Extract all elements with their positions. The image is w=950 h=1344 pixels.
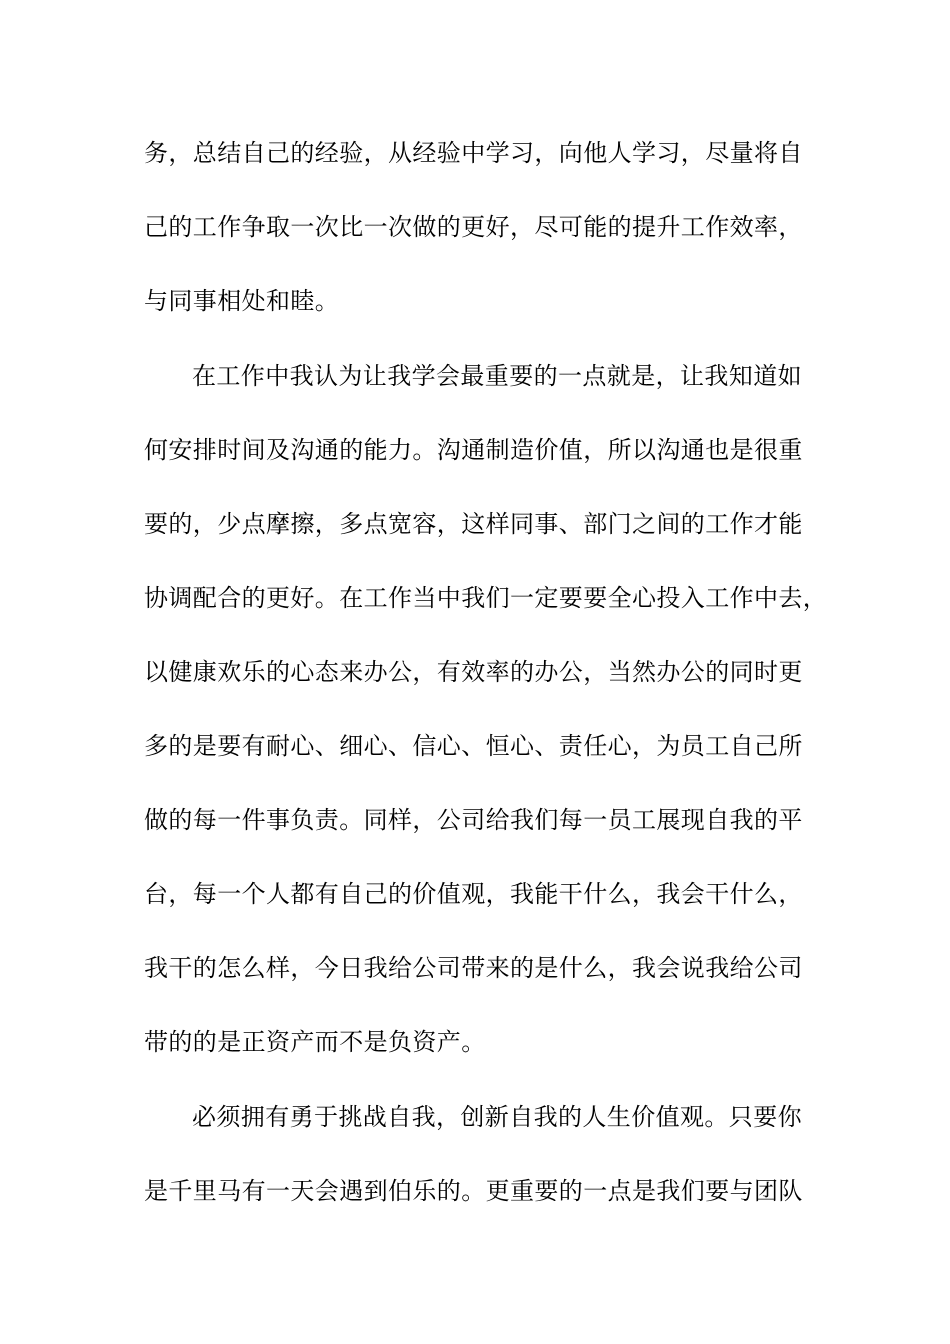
text-line: 以健康欢乐的心态来办公，有效率的办公，当然办公的同时更 [144, 658, 803, 686]
text-line: 协调配合的更好。在工作当中我们一定要要全心投入工作中去， [144, 584, 828, 612]
text-line: 带的的是正资产而不是负资产。 [144, 1028, 486, 1056]
text-line: 己的工作争取一次比一次做的更好，尽可能的提升工作效率， [144, 213, 803, 241]
text-line: 做的每一件事负责。同样，公司给我们每一员工展现自我的平 [144, 806, 803, 834]
text-line: 务，总结自己的经验，从经验中学习，向他人学习，尽量将自 [144, 139, 803, 167]
text-line: 是千里马有一天会遇到伯乐的。更重要的一点是我们要与团队 [144, 1177, 803, 1205]
text-line: 台，每一个人都有自己的价值观，我能干什么，我会干什么， [144, 880, 803, 908]
text-line: 必须拥有勇于挑战自我，创新自我的人生价值观。只要你 [192, 1103, 802, 1131]
text-line: 与同事相处和睦。 [144, 287, 340, 315]
text-line: 多的是要有耐心、细心、信心、恒心、责任心，为员工自己所 [144, 732, 803, 760]
text-line: 要的，少点摩擦，多点宽容，这样同事、部门之间的工作才能 [144, 510, 803, 538]
text-line: 何安排时间及沟通的能力。沟通制造价值，所以沟通也是很重 [144, 436, 803, 464]
text-line: 在工作中我认为让我学会最重要的一点就是，让我知道如 [192, 362, 802, 390]
text-line: 我干的怎么样，今日我给公司带来的是什么，我会说我给公司 [144, 954, 803, 982]
